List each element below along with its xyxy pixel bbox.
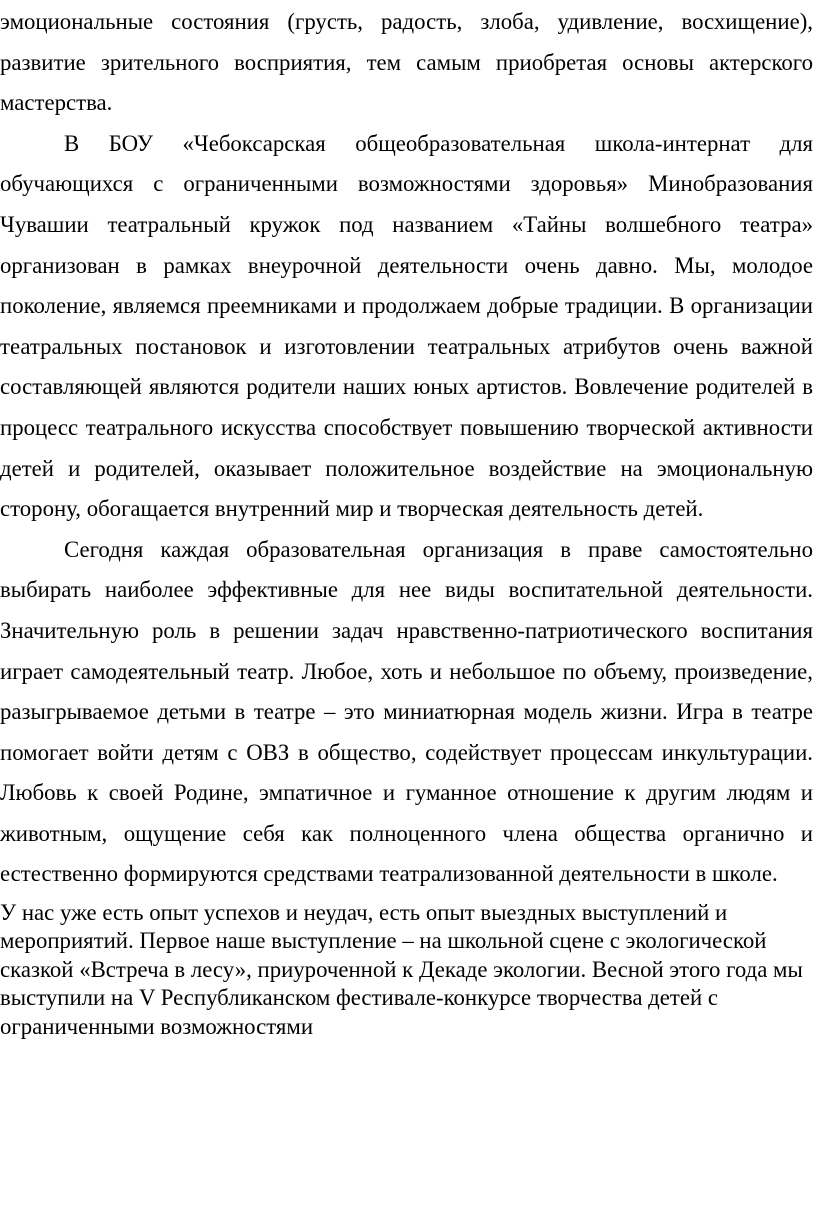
paragraph-experience: У нас уже есть опыт успехов и неудач, есть опыт выездных выступлений и мероприятий. Первое наше выступление – на школьной сцене с экологической сказкой «Встреча в лесу», приуроченной к Декаде экологии. Весной этого года мы выступили на V Республиканском фестивале-конкурсе творчества детей с ограниченными возможностями (0, 900, 803, 1039)
paragraph-educational-organization: Сегодня каждая образовательная организация в праве самостоятельно выбирать наиболее эффективные для нее виды воспитательной деятельности. Значительную роль в решении задач нравственно-патриотического воспитания играет самодеятельный театр. Любое, хоть и небольшое по объему, произведение, разыгрываемое детьми в театре – это миниатюрная модель жизни. Игра в театре помогает войти детям с ОВЗ в общество, содействует процессам инкультурации. Любовь к своей Родине, эмпатичное и гуманное отношение к другим людям и животным, ощущение себя как полноценного члена общества органично и естественно формируются средствами театрализованной деятельности в школе. (0, 536, 813, 887)
paragraph-continued: эмоциональные состояния (грусть, радость, злоба, удивление, восхищение), развитие зрительного восприятия, тем самым приобретая основы актерского мастерства. (0, 9, 813, 116)
paragraph-theatre-club: В БОУ «Чебоксарская общеобразовательная школа-интернат для обучающихся с ограниченными возможностями здоровья» Минобразования Чувашии театральный кружок под названием «Тайны волшебного театра» организован в рамках внеурочной деятельности очень давно. Мы, молодое поколение, являемся преемниками и продолжаем добрые традиции. В организации театральных постановок и изготовлении театральных атрибутов очень важной составляющей являются родители наших юных артистов. Вовлечение родителей в процесс театрального искусства способствует повышению творческой активности детей и родителей, оказывает положительное воздействие на эмоциональную сторону, обогащается внутренний мир и творческая деятельность детей. (0, 130, 813, 522)
